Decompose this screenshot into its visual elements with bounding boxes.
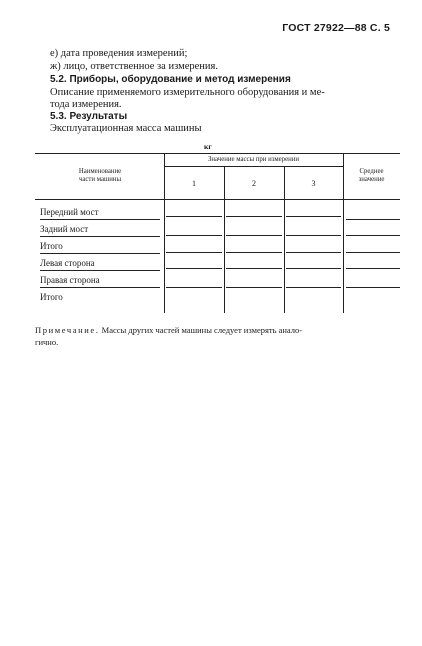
table-row-rear-axle: Задний мост: [40, 224, 89, 234]
header-mean: Среднее значение: [358, 168, 385, 183]
row-rule-cell: [226, 216, 282, 217]
row-rule-label: [40, 270, 160, 271]
header-col-2: 2: [252, 179, 256, 188]
header-part-name: Наименование части машины: [78, 168, 122, 183]
section-5-2-text-line-1: Описание применяемого измерительного оборудования и ме-: [50, 87, 325, 98]
row-rule-cell: [166, 268, 222, 269]
row-rule-cell: [286, 268, 341, 269]
row-rule-cell: [286, 235, 341, 236]
list-item-e: е) дата проведения измерений;: [50, 48, 188, 59]
row-rule-label: [40, 219, 160, 220]
header-mass-group: Значение массы при измерении: [207, 156, 300, 163]
page-header: ГОСТ 27922—88 С. 5: [282, 22, 390, 34]
table-row-total-2: Итого: [40, 292, 63, 302]
row-rule-cell: [226, 252, 282, 253]
row-rule-cell: [166, 216, 222, 217]
note-line-2: гично.: [35, 337, 59, 347]
table-row-left-side: Левая сторона: [40, 258, 95, 268]
row-rule-cell: [346, 235, 400, 236]
row-rule-cell: [286, 252, 341, 253]
row-rule-cell: [226, 287, 282, 288]
row-rule-label: [40, 236, 160, 237]
table-top-border: [35, 153, 400, 154]
section-5-3-title: 5.3. Результаты: [50, 111, 128, 122]
header-col-1: 1: [192, 179, 196, 188]
table-vline-1: [164, 153, 165, 313]
row-rule-label: [40, 287, 160, 288]
row-rule-cell: [286, 216, 341, 217]
table-header-bottom: [35, 199, 400, 200]
row-rule-cell: [226, 268, 282, 269]
row-rule-cell: [226, 235, 282, 236]
section-5-2-title: 5.2. Приборы, оборудование и метод измерения: [50, 74, 291, 85]
row-rule-cell: [346, 268, 400, 269]
table-header-split: [164, 166, 343, 167]
note-line-1: [35, 324, 302, 336]
note-label: Примечание.: [35, 325, 100, 335]
note-text-1: Массы других частей машины следует измерять анало-: [99, 325, 303, 335]
row-rule-cell: [166, 235, 222, 236]
table-vline-3: [284, 166, 285, 313]
header-col-3: 3: [311, 179, 316, 188]
section-5-3-text: Эксплуатационная масса машины: [50, 123, 202, 134]
table-vline-2: [224, 166, 225, 313]
row-rule-cell: [166, 287, 222, 288]
table-unit: кг: [204, 142, 212, 151]
row-rule-cell: [166, 252, 222, 253]
row-rule-label: [40, 253, 160, 254]
table-row-right-side: Правая сторона: [40, 275, 100, 285]
row-rule-cell: [286, 287, 341, 288]
row-rule-cell: [346, 252, 400, 253]
row-rule-cell: [346, 287, 400, 288]
section-5-2-text-line-2: тода измерения.: [50, 99, 122, 110]
table-row-front-axle: Передний мост: [40, 207, 99, 217]
row-rule-cell: [346, 219, 400, 220]
table-row-total-1: Итого: [40, 241, 63, 251]
list-item-zh: ж) лицо, ответственное за измерения.: [50, 61, 218, 72]
